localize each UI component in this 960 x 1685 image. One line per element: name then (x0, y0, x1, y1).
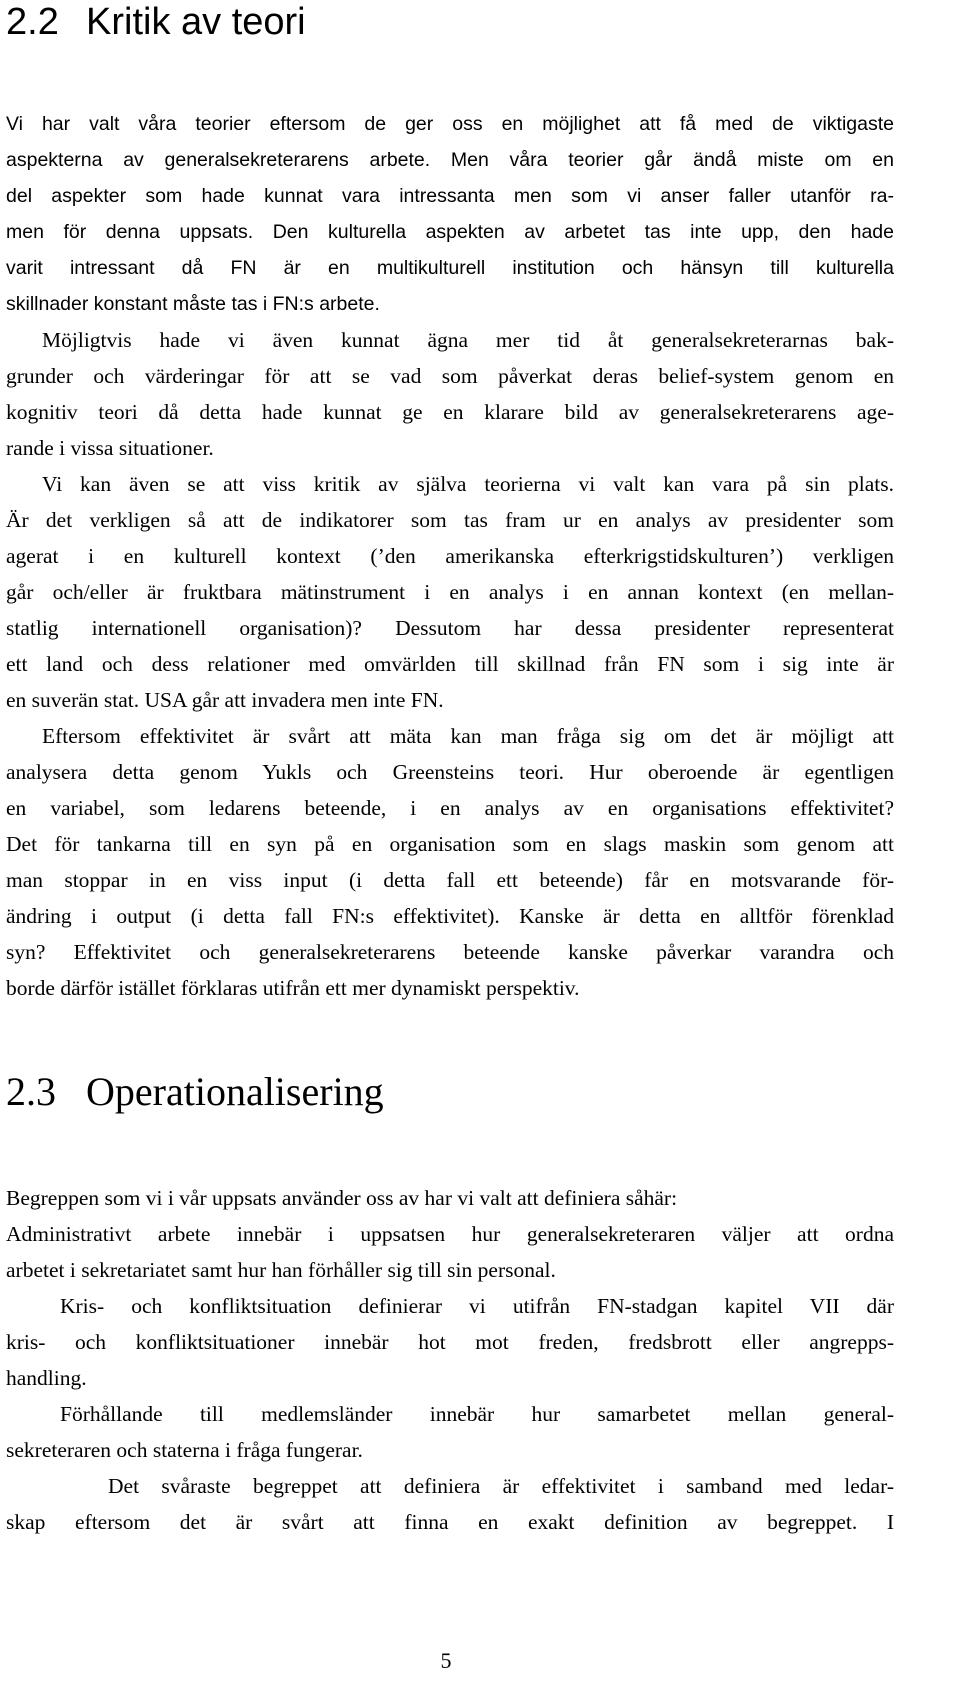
text-line: Vi kan även se att viss kritik av själva teorierna vi valt kan vara på sin plats. (42, 472, 894, 496)
text-line: arbetet i sekretariatet samt hur han förhåller sig till sin personal. (6, 1258, 556, 1282)
section-title: Kritik av teori (86, 1, 306, 43)
text-line: en suverän stat. USA går att invadera men inte FN. (6, 688, 444, 712)
text-line: Eftersom effektivitet är svårt att mäta kan man fråga sig om det är möjligt att (42, 724, 894, 748)
text-line: kognitiv teori då detta hade kunnat ge en klarare bild av generalsekreterarens age- (6, 400, 894, 424)
text-line: statlig internationell organisation)? Dessutom har dessa presidenter representerat (6, 616, 894, 640)
section-number: 2.3 (6, 1069, 56, 1114)
section-number: 2.2 (6, 1, 59, 43)
text-line: kris- och konfliktsituationer innebär hot mot freden, fredsbrott eller angrepps- (6, 1330, 894, 1354)
text-line: Begreppen som vi i vår uppsats använder oss av har vi valt att definiera såhär: (6, 1186, 678, 1210)
text-line: men för denna uppsats. Den kulturella aspekten av arbetet tas inte upp, den hade (6, 221, 894, 243)
text-line: Vi har valt våra teorier eftersom de ger oss en möjlighet att få med de viktigaste (6, 113, 894, 135)
text-line: rande i vissa situationer. (6, 436, 214, 460)
text-line: Det för tankarna till en syn på en organisation som en slags maskin som genom att (6, 832, 894, 856)
text-line: del aspekter som hade kunnat vara intressanta men som vi anser faller utanför ra- (6, 185, 894, 207)
text-line: Det svåraste begreppet att definiera är effektivitet i samband med ledar- (108, 1474, 894, 1498)
text-line: syn? Effektivitet och generalsekreterarens beteende kanske påverkar varandra och (6, 940, 894, 964)
text-line: borde därför istället förklaras utifrån ett mer dynamiskt perspektiv. (6, 976, 580, 1000)
text-line: en variabel, som ledarens beteende, i en analys av en organisations effektivitet? (6, 796, 894, 820)
page-number: 5 (440, 1648, 452, 1673)
text-line: man stoppar in en viss input (i detta fall ett beteende) får en motsvarande för- (6, 868, 894, 892)
text-line: varit intressant då FN är en multikulturell institution och hänsyn till kulturella (6, 257, 894, 279)
section-title: Operationalisering (86, 1069, 384, 1114)
text-line: analysera detta genom Yukls och Greensteins teori. Hur oberoende är egentligen (6, 760, 894, 784)
text-line: handling. (6, 1366, 87, 1390)
text-line: går och/eller är fruktbara mätinstrument i en analys i en annan kontext (en mellan- (6, 580, 894, 604)
text-line: ändring i output (i detta fall FN:s effektivitet). Kanske är detta en alltför förenklad (6, 904, 894, 928)
text-line: ett land och dess relationer med omvärlden till skillnad från FN som i sig inte är (6, 652, 894, 676)
text-line: Administrativt arbete innebär i uppsatsen hur generalsekreteraren väljer att ordna (6, 1222, 894, 1246)
text-line: Är det verkligen så att de indikatorer som tas fram ur en analys av presidenter som (6, 508, 894, 532)
text-line: sekreteraren och staterna i fråga fungerar. (6, 1438, 363, 1462)
text-line: Möjligtvis hade vi även kunnat ägna mer tid åt generalsekreterarnas bak- (42, 328, 894, 352)
text-line: Förhållande till medlemsländer innebär hur samarbetet mellan general- (60, 1402, 894, 1426)
text-line: skillnader konstant måste tas i FN:s arbete. (6, 293, 380, 315)
text-line: grunder och värderingar för att se vad som påverkat deras belief-system genom en (6, 364, 894, 388)
section-heading-2-3 (6, 1070, 384, 1114)
text-line: Kris- och konfliktsituation definierar vi utifrån FN-stadgan kapitel VII där (60, 1294, 894, 1318)
text-line: skap eftersom det är svårt att finna en exakt definition av begreppet. I (6, 1510, 894, 1534)
section-heading-2-2 (6, 0, 306, 44)
text-line: aspekterna av generalsekreterarens arbete. Men våra teorier går ändå miste om en (6, 149, 894, 171)
text-line: agerat i en kulturell kontext (’den amerikanska efterkrigstidskulturen’) verkligen (6, 544, 894, 568)
